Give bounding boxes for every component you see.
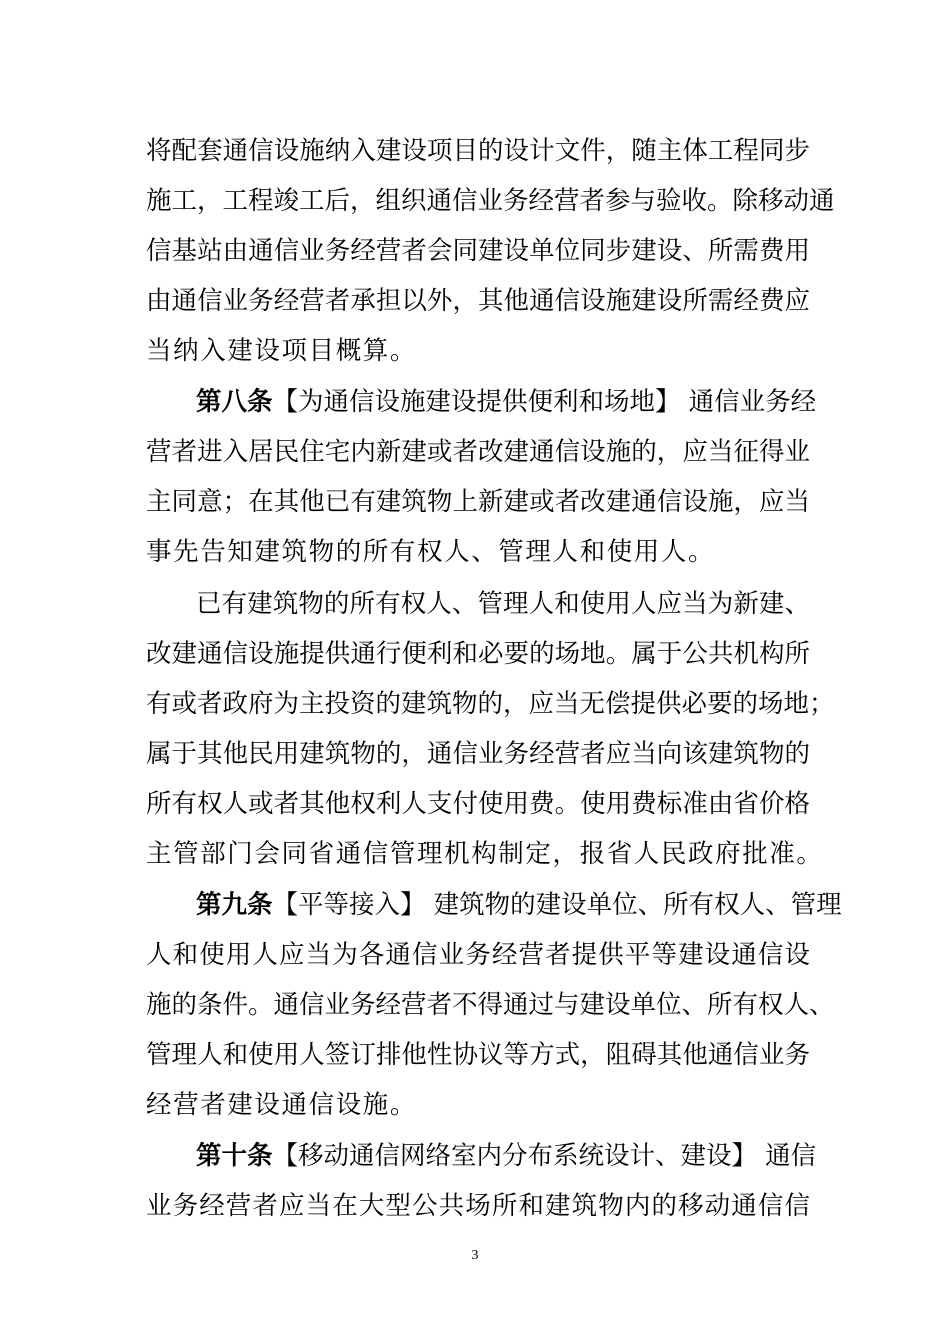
- text-line: 经营者建设通信设施。: [146, 1090, 418, 1120]
- text-line: 主管部门会同省通信管理机构制定，报省人民政府批准。: [146, 839, 824, 869]
- article-8-heading: 第八条: [196, 387, 273, 417]
- article-10-first-line: [196, 1131, 817, 1181]
- text-line: 已有建筑物的所有权人、管理人和使用人应当为新建、: [196, 589, 810, 619]
- text-line: 信基站由通信业务经营者会同建设单位同步建设、所需费用: [146, 236, 810, 266]
- text-line: 属于其他民用建筑物的，通信业务经营者应当向该建筑物的: [146, 739, 810, 769]
- article-9-title: 【平等接入】 建筑物的建设单位、所有权人、管理: [272, 890, 842, 920]
- article-9-heading: 第九条: [196, 890, 273, 920]
- text-line: 将配套通信设施纳入建设项目的设计文件，随主体工程同步: [146, 136, 810, 166]
- text-line: 由通信业务经营者承担以外，其他通信设施建设所需经费应: [146, 286, 810, 316]
- text-line: 业务经营者应当在大型公共场所和建筑物内的移动通信信: [146, 1191, 810, 1221]
- article-9-first-line: [196, 880, 842, 930]
- text-line: 管理人和使用人签订排他性协议等方式，阻碍其他通信业务: [146, 1040, 810, 1070]
- text-line: 改建通信设施提供通行便利和必要的场地。属于公共机构所: [146, 639, 810, 669]
- article-8-title: 【为通信设施建设提供便利和场地】 通信业务经: [272, 387, 817, 417]
- article-8-first-line: [196, 377, 817, 427]
- text-line: 施工，工程竣工后，组织通信业务经营者参与验收。除移动通: [146, 186, 835, 216]
- text-line: 主同意；在其他已有建筑物上新建或者改建通信设施，应当: [146, 487, 810, 517]
- text-line: 事先告知建筑物的所有权人、管理人和使用人。: [146, 537, 716, 567]
- text-line: 有或者政府为主投资的建筑物的，应当无偿提供必要的场地；: [146, 689, 835, 719]
- text-line: 人和使用人应当为各通信业务经营者提供平等建设通信设: [146, 940, 810, 970]
- article-10-title: 【移动通信网络室内分布系统设计、建设】 通信: [272, 1141, 817, 1171]
- article-10-heading: 第十条: [196, 1141, 273, 1171]
- text-line: 施的条件。通信业务经营者不得通过与建设单位、所有权人、: [146, 990, 835, 1020]
- text-line: 营者进入居民住宅内新建或者改建通信设施的，应当征得业: [146, 437, 810, 467]
- text-line: 当纳入建设项目概算。: [146, 336, 418, 366]
- text-line: 所有权人或者其他权利人支付使用费。使用费标准由省价格: [146, 789, 810, 819]
- page-number: 3: [471, 1248, 479, 1263]
